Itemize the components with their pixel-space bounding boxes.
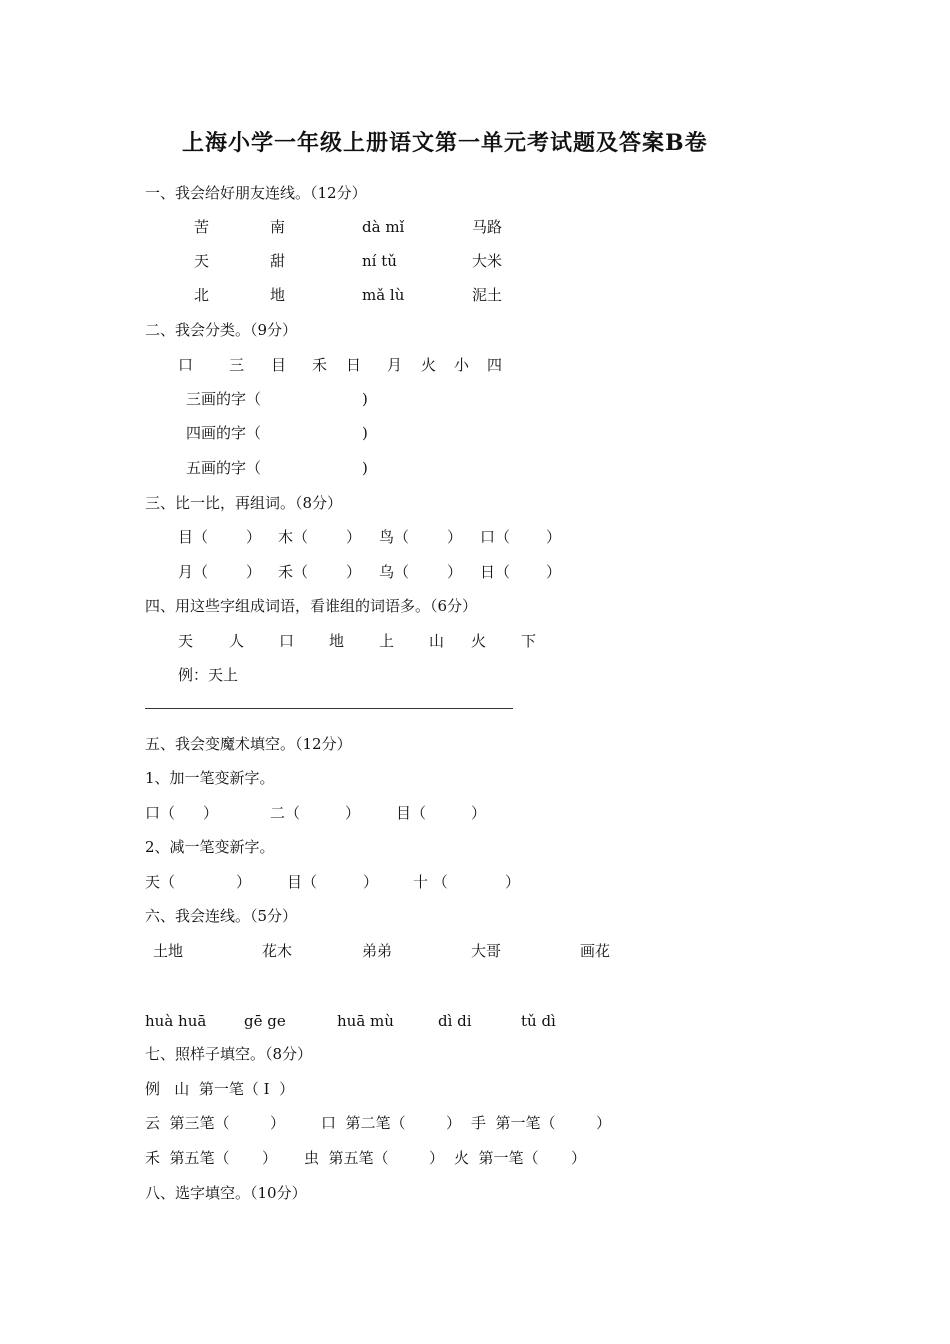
q5-sub1: 1、加一笔变新字。 bbox=[145, 769, 275, 787]
q3-item: 日（ bbox=[480, 563, 511, 581]
q3-item: 乌（ bbox=[379, 563, 410, 581]
q2-row-close: ) bbox=[362, 459, 368, 477]
q5-item: 口（ bbox=[145, 804, 176, 822]
q3-item-close: ） bbox=[546, 563, 562, 581]
q5-item: 目（ bbox=[396, 804, 427, 822]
q6-pinyin: tǔ dì bbox=[521, 1012, 556, 1030]
q4-char: 人 bbox=[229, 632, 245, 650]
q3-item: 目（ bbox=[178, 528, 209, 546]
q2-char: 日 bbox=[346, 356, 362, 374]
q6-word: 花木 bbox=[262, 942, 293, 960]
q3-item-close: ） bbox=[447, 528, 463, 546]
q7-example: 例 山 第一笔（ I ） bbox=[145, 1080, 295, 1098]
q2-char: 目 bbox=[271, 356, 287, 374]
q1-col2-item: 南 bbox=[270, 218, 286, 236]
q1-col4-item: 马路 bbox=[472, 218, 503, 236]
q3-item: 鸟（ bbox=[379, 528, 410, 546]
q2-char: 月 bbox=[387, 356, 403, 374]
q7-item-close: ） bbox=[596, 1114, 612, 1132]
q4-char: 火 bbox=[471, 632, 487, 650]
q3-item: 禾（ bbox=[278, 563, 309, 581]
q5-item-close: ） bbox=[203, 804, 219, 822]
q1-col3-item: ní tǔ bbox=[362, 252, 397, 270]
q2-char: 三 bbox=[229, 356, 245, 374]
q5-item-close: ） bbox=[236, 873, 252, 891]
q7-item: 口 第二笔（ bbox=[321, 1114, 406, 1132]
q1-col4-item: 大米 bbox=[472, 252, 503, 270]
q1-col2-item: 甜 bbox=[270, 252, 286, 270]
q2-row-label: 四画的字（ bbox=[186, 424, 262, 442]
q4-char: 口 bbox=[279, 632, 295, 650]
q6-pinyin: huā mù bbox=[337, 1012, 394, 1030]
q6-pinyin: dì di bbox=[438, 1012, 472, 1030]
q4-heading: 四、用这些字组成词语，看谁组的词语多。（6分） bbox=[145, 597, 478, 615]
q6-word: 画花 bbox=[580, 942, 611, 960]
q3-item-close: ） bbox=[246, 528, 262, 546]
q1-col3-item: mǎ lù bbox=[362, 286, 405, 304]
q2-row-close: ) bbox=[362, 390, 368, 408]
q7-item: 禾 第五笔（ bbox=[145, 1149, 230, 1167]
q4-char: 地 bbox=[329, 632, 345, 650]
q2-row-close: ) bbox=[362, 424, 368, 442]
q6-word: 弟弟 bbox=[362, 942, 393, 960]
q6-pinyin: gē ge bbox=[244, 1012, 286, 1030]
q6-word: 大哥 bbox=[471, 942, 502, 960]
page-title: 上海小学一年级上册语文第一单元考试题及答案B卷 bbox=[182, 130, 708, 156]
q2-char: 火 bbox=[421, 356, 437, 374]
q7-item-close: ） bbox=[429, 1149, 445, 1167]
q7-item: 虫 第五笔（ bbox=[304, 1149, 389, 1167]
q6-pinyin: huà huā bbox=[145, 1012, 207, 1030]
q1-col1-item: 苦 bbox=[194, 218, 210, 236]
q1-col4-item: 泥土 bbox=[472, 286, 503, 304]
q7-item: 火 第一笔（ bbox=[454, 1149, 539, 1167]
q5-item-close: ） bbox=[471, 804, 487, 822]
q5-item-close: ） bbox=[363, 873, 379, 891]
q4-char: 天 bbox=[178, 632, 194, 650]
q7-heading: 七、照样子填空。（8分） bbox=[145, 1045, 313, 1063]
q2-row-label: 五画的字（ bbox=[186, 459, 262, 477]
q3-item-close: ） bbox=[447, 563, 463, 581]
q5-item: 十 （ bbox=[413, 873, 448, 891]
q5-item-close: ） bbox=[345, 804, 361, 822]
q1-col1-item: 北 bbox=[194, 286, 210, 304]
q6-heading: 六、我会连线。（5分） bbox=[145, 907, 298, 925]
q5-sub2: 2、减一笔变新字。 bbox=[145, 838, 275, 856]
q2-char: 禾 bbox=[312, 356, 328, 374]
q3-item: 口（ bbox=[480, 528, 511, 546]
q5-item: 目（ bbox=[287, 873, 318, 891]
q7-item-close: ） bbox=[262, 1149, 278, 1167]
q4-char: 山 bbox=[429, 632, 445, 650]
answer-line bbox=[145, 708, 513, 709]
q2-char: 小 bbox=[454, 356, 470, 374]
q1-col2-item: 地 bbox=[270, 286, 286, 304]
q5-item: 天（ bbox=[145, 873, 176, 891]
q2-row-label: 三画的字（ bbox=[186, 390, 262, 408]
q3-item-close: ） bbox=[346, 528, 362, 546]
q3-item: 月（ bbox=[178, 563, 209, 581]
q3-item-close: ） bbox=[246, 563, 262, 581]
q4-example: 例：天上 bbox=[178, 666, 239, 684]
q7-item-close: ） bbox=[446, 1114, 462, 1132]
q3-item-close: ） bbox=[346, 563, 362, 581]
q4-char: 下 bbox=[521, 632, 537, 650]
q5-item-close: ） bbox=[505, 873, 521, 891]
q7-item-close: ） bbox=[571, 1149, 587, 1167]
q7-item: 手 第一笔（ bbox=[471, 1114, 556, 1132]
q7-item: 云 第三笔（ bbox=[145, 1114, 230, 1132]
q5-heading: 五、我会变魔术填空。（12分） bbox=[145, 735, 352, 753]
q6-word: 土地 bbox=[153, 942, 184, 960]
q3-item-close: ） bbox=[546, 528, 562, 546]
q8-heading: 八、选字填空。（10分） bbox=[145, 1184, 307, 1202]
q5-item: 二（ bbox=[270, 804, 301, 822]
q1-col3-item: dà mǐ bbox=[362, 218, 405, 236]
q2-heading: 二、我会分类。（9分） bbox=[145, 321, 298, 339]
q1-col1-item: 天 bbox=[194, 252, 210, 270]
q7-item-close: ） bbox=[270, 1114, 286, 1132]
q1-heading: 一、我会给好朋友连线。（12分） bbox=[145, 184, 367, 202]
q3-heading: 三、比一比，再组词。（8分） bbox=[145, 494, 343, 512]
q2-char: 口 bbox=[178, 356, 194, 374]
q4-char: 上 bbox=[379, 632, 395, 650]
q3-item: 木（ bbox=[278, 528, 309, 546]
q2-char: 四 bbox=[487, 356, 503, 374]
